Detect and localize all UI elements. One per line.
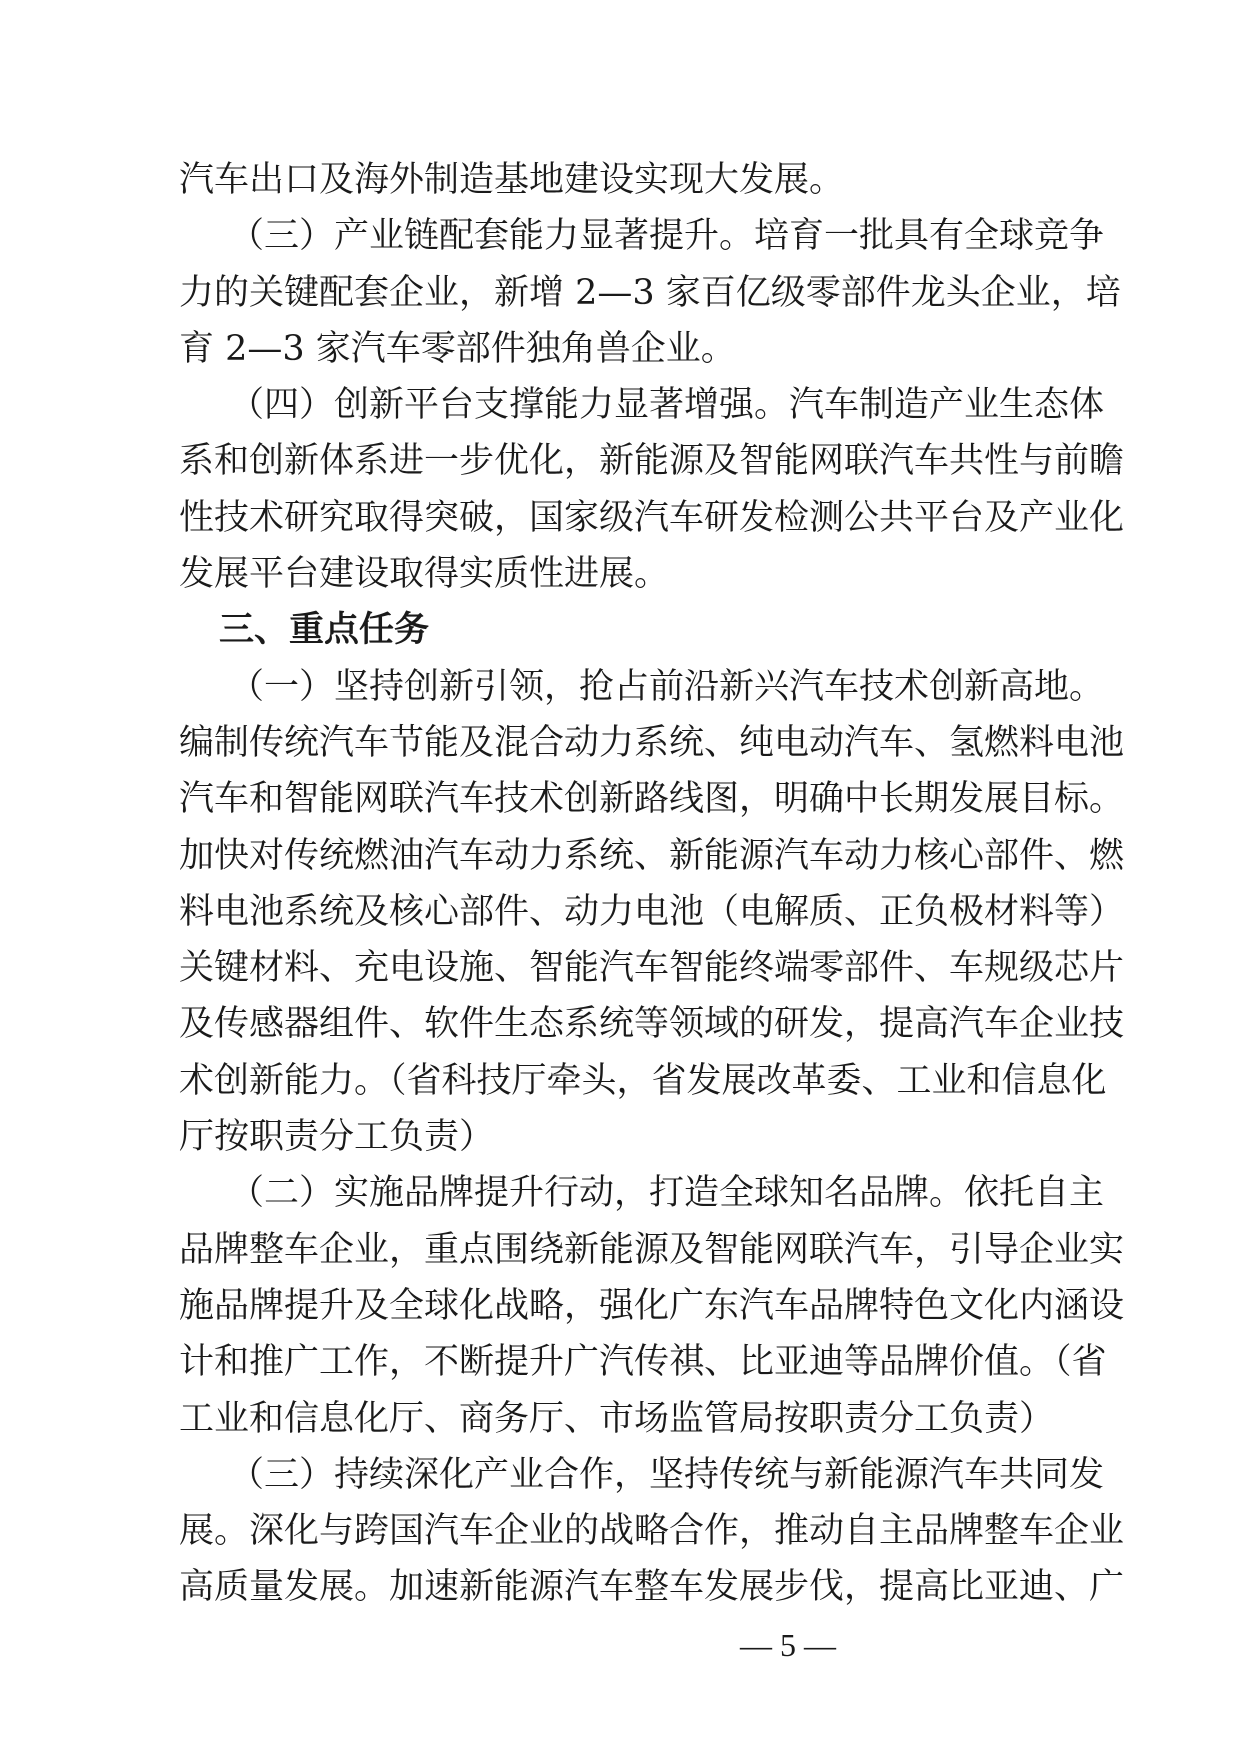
body-line: 加快对传统燃油汽车动力系统、新能源汽车动力核心部件、燃	[179, 835, 1125, 876]
body-line: （一）坚持创新引领，抢占前沿新兴汽车技术创新高地。	[229, 666, 1105, 707]
body-line: 及传感器组件、软件生态系统等领域的研发，提高汽车企业技	[179, 1004, 1125, 1045]
body-line: （四）创新平台支撑能力显著增强。汽车制造产业生态体	[229, 385, 1105, 426]
body-line: （三）产业链配套能力显著提升。培育一批具有全球竞争	[229, 216, 1105, 257]
body-line: 性技术研究取得突破，国家级汽车研发检测公共平台及产业化	[179, 497, 1125, 538]
body-line: 高质量发展。加速新能源汽车整车发展步伐，提高比亚迪、广	[179, 1567, 1125, 1608]
body-line: 系和创新体系进一步优化，新能源及智能网联汽车共性与前瞻	[179, 441, 1125, 482]
body-line: 料电池系统及核心部件、动力电池（电解质、正负极材料等）	[179, 891, 1125, 932]
body-line: 发展平台建设取得实质性进展。	[179, 554, 670, 595]
body-line: （三）持续深化产业合作，坚持传统与新能源汽车共同发	[229, 1454, 1105, 1495]
document-body	[179, 152, 1125, 1616]
body-line: 工业和信息化厅、商务厅、市场监管局按职责分工负责）	[179, 1398, 1055, 1439]
body-line: 关键材料、充电设施、智能汽车智能终端零部件、车规级芯片	[179, 948, 1125, 989]
body-line: 力的关键配套企业，新增 2—3 家百亿级零部件龙头企业，培	[179, 272, 1121, 313]
body-line: 编制传统汽车节能及混合动力系统、纯电动汽车、氢燃料电池	[179, 722, 1125, 763]
body-line: 品牌整车企业，重点围绕新能源及智能网联汽车，引导企业实	[179, 1229, 1125, 1270]
body-line: 厅按职责分工负责）	[179, 1117, 495, 1158]
body-line: 育 2—3 家汽车零部件独角兽企业。	[179, 328, 736, 369]
body-line: 汽车和智能网联汽车技术创新路线图，明确中长期发展目标。	[179, 779, 1125, 820]
page-number: — 5 —	[740, 1627, 836, 1663]
body-line: 计和推广工作，不断提升广汽传祺、比亚迪等品牌价值。（省	[179, 1342, 1107, 1383]
body-line: 术创新能力。（省科技厅牵头，省发展改革委、工业和信息化	[179, 1060, 1107, 1101]
body-line: （二）实施品牌提升行动，打造全球知名品牌。依托自主	[229, 1173, 1105, 1214]
section-heading: 三、重点任务	[219, 610, 430, 651]
body-line: 施品牌提升及全球化战略，强化广东汽车品牌特色文化内涵设	[179, 1285, 1125, 1326]
body-line: 汽车出口及海外制造基地建设实现大发展。	[179, 160, 845, 200]
body-line: 展。深化与跨国汽车企业的战略合作，推动自主品牌整车企业	[179, 1511, 1125, 1552]
